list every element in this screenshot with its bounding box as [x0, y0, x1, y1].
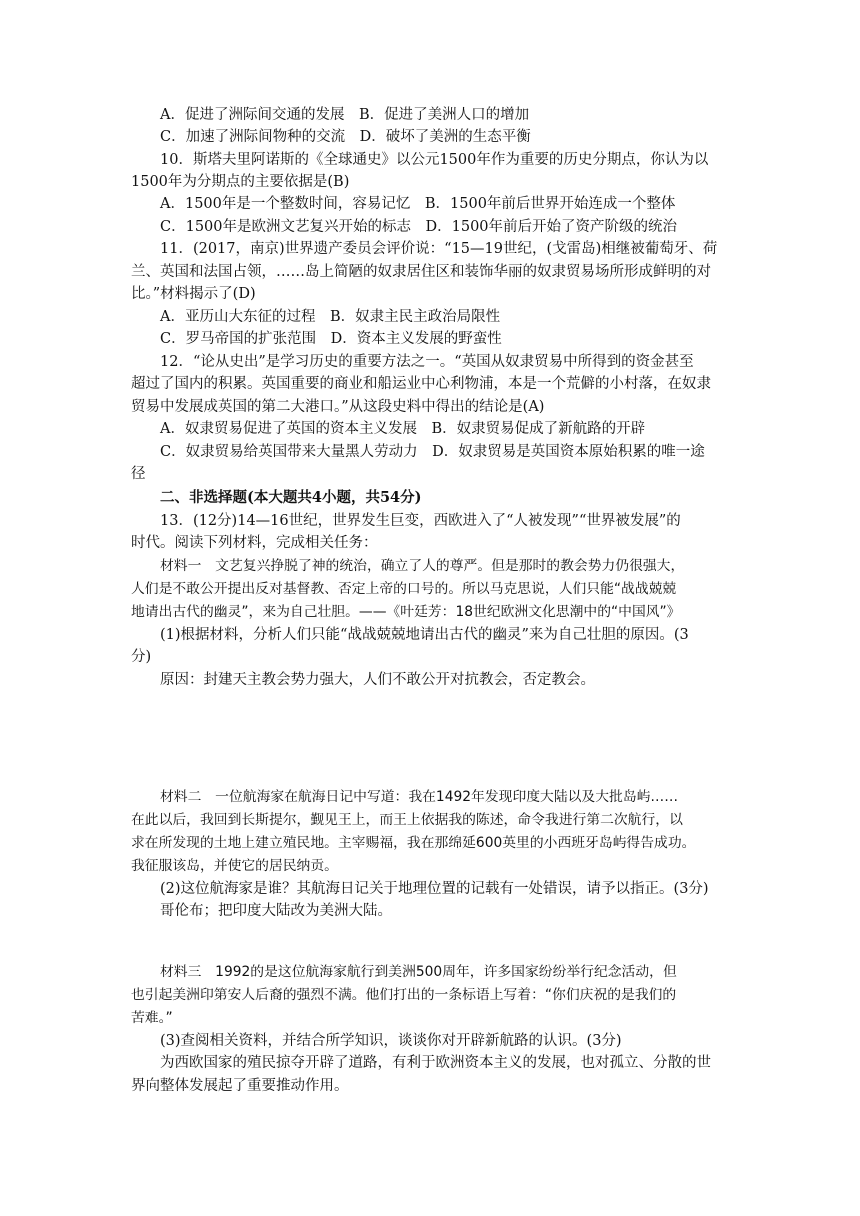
q11-stem-line-3: 比。”材料揭示了(D) [131, 286, 256, 302]
material-3-line-2: 也引起美洲印第安人后裔的强烈不满。他们打出的一条标语上写着：“你们庆祝的是我们的 [131, 987, 677, 1003]
material-3-line-1: 材料三 1992的是这位航海家航行到美洲500周年，许多国家纷纷举行纪念活动，但 [160, 964, 677, 980]
answer-2: 哥伦布；把印度大陆改为美洲大陆。 [160, 903, 392, 919]
material-1-line-2: 人们是不敢公开提出反对基督教、否定上帝的口号的。所以马克思说，人们只能“战战兢兢 [131, 581, 677, 597]
q9-options-ab: A．促进了洲际间交通的发展 B．促进了美洲人口的增加 [160, 107, 530, 123]
q11-options-cd: C．罗马帝国的扩张范围 D．资本主义发展的野蛮性 [160, 331, 502, 347]
q11-options-ab: A．亚历山大东征的过程 B．奴隶主民主政治局限性 [160, 309, 501, 325]
q10-options-cd: C．1500年是欧洲文艺复兴开始的标志 D．1500年前后开始了资产阶级的统治 [160, 219, 678, 235]
material-2-line-4: 我征服该岛，并使它的居民纳贡。 [131, 858, 338, 874]
subquestion-3: (3)查阅相关资料，并结合所学知识，谈谈你对开辟新航路的认识。(3分) [160, 1033, 622, 1049]
answer-3-line-2: 界向整体发展起了重要推动作用。 [131, 1078, 349, 1094]
q13-stem-line-2: 时代。阅读下列材料，完成相关任务： [131, 535, 378, 551]
material-3-line-3: 苦难。” [131, 1010, 173, 1026]
answer-3-line-1: 为西欧国家的殖民掠夺开辟了道路，有利于欧洲资本主义的发展，也对孤立、分散的世 [160, 1055, 711, 1071]
section-heading: 二、非选择题(本大题共4小题，共54分) [160, 489, 422, 506]
q12-stem-line-1: 12．“论从史出”是学习历史的重要方法之一。“英国从奴隶贸易中所得到的资金甚至 [160, 354, 694, 370]
q10-stem-line-2: 1500年为分期点的主要依据是(B) [131, 174, 350, 190]
material-1-line-1: 材料一 文艺复兴挣脱了神的统治，确立了人的尊严。但是那时的教会势力仍很强大， [160, 558, 685, 574]
subquestion-1-line-2: 分) [131, 649, 152, 665]
q12-options-ab: A．奴隶贸易促进了英国的资本主义发展 B．奴隶贸易促成了新航路的开辟 [160, 421, 646, 437]
material-2-line-3: 求在所发现的土地上建立殖民地。主宰赐福，我在那绵延600英里的小西班牙岛屿得告成功。 [131, 835, 696, 851]
q12-options-cd-cont: 径 [131, 466, 146, 482]
material-2-line-2: 在此以后，我回到长斯提尔，觐见王上，而王上依据我的陈述，命令我进行第二次航行，以 [131, 812, 683, 828]
q9-options-cd: C．加速了洲际间物种的交流 D．破坏了美洲的生态平衡 [160, 129, 531, 145]
subquestion-2: (2)这位航海家是谁？其航海日记关于地理位置的记载有一处错误，请予以指正。(3分) [160, 881, 709, 897]
material-1-line-3: 地请出古代的幽灵”，来为自己壮胆。——《叶廷芳：18世纪欧洲文化思潮中的“中国风”》 [131, 604, 681, 620]
q12-stem-line-3: 贸易中发展成英国的第二大港口。”从这段史料中得出的结论是(A) [131, 399, 545, 415]
q11-stem-line-1: 11．(2017，南京)世界遗产委员会评价说：“15—19世纪，(戈雷岛)相继被葡萄牙、荷 [160, 241, 718, 257]
q12-stem-line-2: 超过了国内的积累。英国重要的商业和船运业中心利物浦，本是一个荒僻的小村落，在奴隶 [131, 376, 711, 392]
q12-options-cd: C．奴隶贸易给英国带来大量黑人劳动力 D．奴隶贸易是英国资本原始积累的唯一途 [160, 444, 705, 460]
answer-1: 原因：封建天主教会势力强大，人们不敢公开对抗教会，否定教会。 [160, 672, 595, 688]
q10-stem-line-1: 10．斯塔夫里阿诺斯的《全球通史》以公元1500年作为重要的历史分期点，你认为以 [160, 152, 709, 168]
subquestion-1-line-1: (1)根据材料，分析人们只能“战战兢兢地请出古代的幽灵”来为自己壮胆的原因。(3 [160, 627, 689, 643]
q10-options-ab: A．1500年是一个整数时间，容易记忆 B．1500年前后世界开始连成一个整体 [160, 196, 676, 212]
q13-stem-line-1: 13．(12分)14—16世纪，世界发生巨变，西欧进入了“人被发现”“世界被发展”的 [160, 513, 681, 529]
material-2-line-1: 材料二 一位航海家在航海日记中写道：我在1492年发现印度大陆以及大批岛屿…… [160, 789, 679, 805]
q11-stem-line-2: 兰、英国和法国占领，……岛上简陋的奴隶居住区和装饰华丽的奴隶贸易场所形成鲜明的对 [131, 264, 711, 280]
